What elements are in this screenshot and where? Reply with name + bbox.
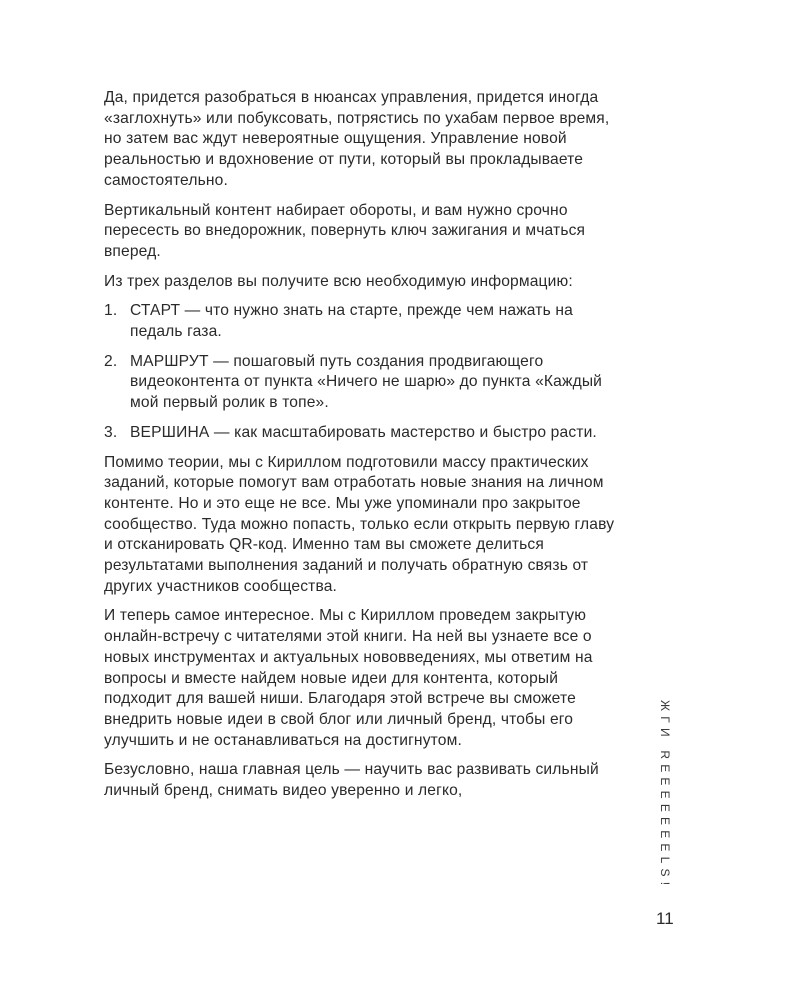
book-title-vertical: ЖГИ REEEEEEELS! [658,700,672,891]
list-item [104,423,624,444]
paragraph-5: И теперь самое интересное. Мы с Кириллом проведем закрытую онлайн-встречу с читателями этой книги. На ней вы узнаете все о новых инструментах и актуальных нововведениях, мы ответим на вопросы и вместе найдем новые идеи для контента, который подходит для вашей ниши. Благодаря этой встрече вы сможете внедрить новые идеи в свой блог или личный бренд, чтобы его улучшить и не останавливаться на достигнутом. [104,607,593,749]
list-item [104,301,624,342]
list-item-text: ВЕРШИНА — как масштабировать мастерство и быстро расти. [130,423,597,441]
list-item-number: 2. [104,352,118,370]
list-item-text: МАРШРУТ — пошаговый путь создания продвигающего видеоконтента от пункта «Ничего не шарю» до пункта «Каждый мой первый ролик в топе». [130,352,603,412]
list-item-number: 1. [104,302,118,320]
paragraph-1: Да, придется разобраться в нюансах управления, придется иногда «заглохнуть» или побуксовать, потрястись по ухабам первое время, но затем вас ждут невероятные ощущения. Управление новой реальностью и вдохновение от пути, который вы прокладываете самостоятельно. [104,89,610,189]
list-item [104,352,624,414]
paragraph-4: Помимо теории, мы с Кириллом подготовили массу практических заданий, которые помогут вам отработать новые знания на личном контенте. Но и это еще не все. Мы уже упоминали про закрытое сообщество. Туда можно попасть, только если открыть первую главу и отсканировать QR-код. Именно там вы сможете делиться результатами выполнения заданий и получать обратную связь от других участников сообщества. [104,453,615,595]
page-number: 11 [656,909,674,928]
list-item-number: 3. [104,423,118,441]
paragraph-3: Из трех разделов вы получите всю необходимую информацию: [104,272,573,290]
page-body [104,88,624,811]
list-item-text: СТАРТ — что нужно знать на старте, прежде чем нажать на педаль газа. [130,302,573,341]
sections-list [104,301,624,443]
paragraph-6: Безусловно, наша главная цель — научить вас развивать сильный личный бренд, снимать видео уверенно и легко, [104,761,599,800]
paragraph-2: Вертикальный контент набирает обороты, и вам нужно срочно пересесть во внедорожник, повернуть ключ зажигания и мчаться вперед. [104,201,586,260]
